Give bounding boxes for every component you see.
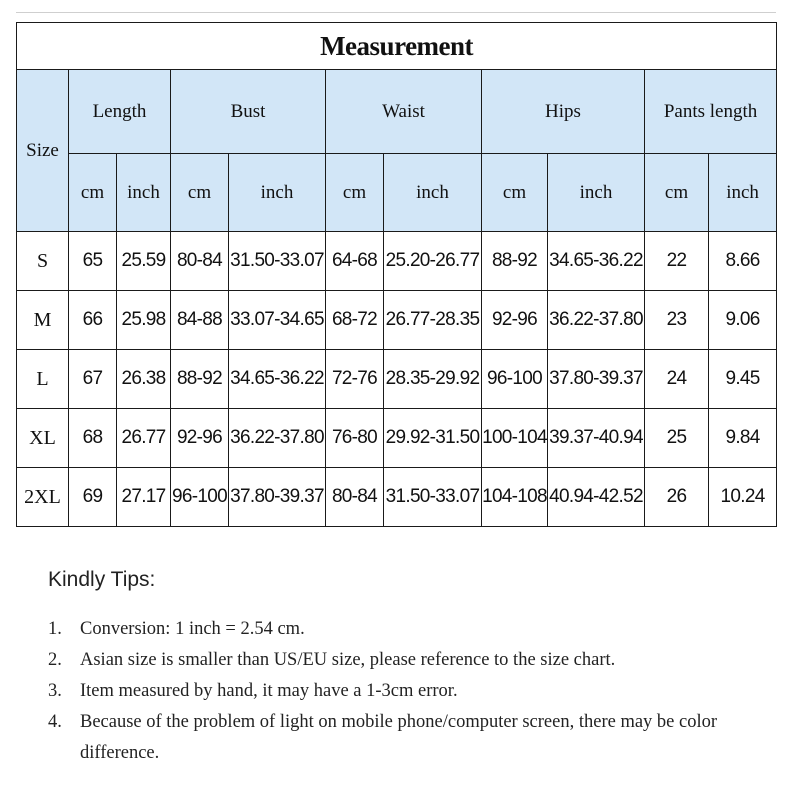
table-cell: 80-84 [171, 232, 229, 291]
table-cell: 8.66 [709, 232, 777, 291]
table-cell: 68-72 [326, 291, 384, 350]
table-cell: 29.92-31.50 [384, 409, 482, 468]
table-cell: 84-88 [171, 291, 229, 350]
size-chart-table [16, 22, 777, 527]
size-cell: S [17, 232, 69, 291]
table-cell: 88-92 [171, 350, 229, 409]
table-cell: 25.98 [117, 291, 171, 350]
unit-header-inch: inch [229, 154, 326, 232]
table-cell: 26.77-28.35 [384, 291, 482, 350]
table-cell: 26.77 [117, 409, 171, 468]
tip-number: 2. [48, 650, 62, 670]
table-cell: 36.22-37.80 [229, 409, 326, 468]
table-cell: 9.06 [709, 291, 777, 350]
table-cell: 27.17 [117, 468, 171, 527]
group-header-bust: Bust [171, 70, 326, 154]
table-cell: 34.65-36.22 [548, 232, 645, 291]
table-title: Measurement [17, 23, 777, 70]
top-divider [16, 12, 776, 13]
table-cell: 22 [645, 232, 709, 291]
tips-list [48, 614, 778, 769]
table-cell: 25.59 [117, 232, 171, 291]
tip-number: 3. [48, 681, 62, 701]
table-cell: 26.38 [117, 350, 171, 409]
table-row [17, 232, 777, 291]
tip-item [48, 707, 778, 769]
table-cell: 25.20-26.77 [384, 232, 482, 291]
table-cell: 28.35-29.92 [384, 350, 482, 409]
table-cell: 76-80 [326, 409, 384, 468]
table-cell: 31.50-33.07 [229, 232, 326, 291]
table-cell: 36.22-37.80 [548, 291, 645, 350]
table-cell: 40.94-42.52 [548, 468, 645, 527]
unit-header-inch: inch [548, 154, 645, 232]
table-cell: 100-104 [482, 409, 548, 468]
table-cell: 88-92 [482, 232, 548, 291]
table-cell: 72-76 [326, 350, 384, 409]
tip-text: Conversion: 1 inch = 2.54 cm. [80, 619, 305, 639]
table-cell: 37.80-39.37 [548, 350, 645, 409]
table-cell: 64-68 [326, 232, 384, 291]
kindly-tips [48, 568, 778, 769]
table-cell: 92-96 [482, 291, 548, 350]
unit-header-cm: cm [326, 154, 384, 232]
tip-number: 4. [48, 712, 62, 732]
table-cell: 9.45 [709, 350, 777, 409]
table-cell: 10.24 [709, 468, 777, 527]
unit-header-inch: inch [384, 154, 482, 232]
size-cell: L [17, 350, 69, 409]
unit-header-inch: inch [709, 154, 777, 232]
table-row [17, 468, 777, 527]
table-cell: 39.37-40.94 [548, 409, 645, 468]
table-cell: 31.50-33.07 [384, 468, 482, 527]
table-cell: 26 [645, 468, 709, 527]
table-cell: 66 [69, 291, 117, 350]
table-cell: 65 [69, 232, 117, 291]
tip-item [48, 676, 778, 707]
table-row [17, 409, 777, 468]
unit-header-cm: cm [482, 154, 548, 232]
table-cell: 104-108 [482, 468, 548, 527]
tip-item [48, 614, 778, 645]
table-cell: 23 [645, 291, 709, 350]
table-cell: 80-84 [326, 468, 384, 527]
table-cell: 33.07-34.65 [229, 291, 326, 350]
size-header: Size [17, 70, 69, 232]
table-cell: 37.80-39.37 [229, 468, 326, 527]
table-cell: 25 [645, 409, 709, 468]
tip-number: 1. [48, 619, 62, 639]
unit-header-cm: cm [69, 154, 117, 232]
table-cell: 68 [69, 409, 117, 468]
size-cell: XL [17, 409, 69, 468]
table-row [17, 291, 777, 350]
table-cell: 67 [69, 350, 117, 409]
table-cell: 34.65-36.22 [229, 350, 326, 409]
size-cell: 2XL [17, 468, 69, 527]
size-cell: M [17, 291, 69, 350]
group-header-length: Length [69, 70, 171, 154]
table-cell: 96-100 [482, 350, 548, 409]
unit-header-inch: inch [117, 154, 171, 232]
table-cell: 96-100 [171, 468, 229, 527]
tips-title: Kindly Tips: [48, 568, 156, 591]
group-header-hips: Hips [482, 70, 645, 154]
table-body [17, 232, 777, 527]
tip-item [48, 645, 778, 676]
table-cell: 92-96 [171, 409, 229, 468]
group-header-waist: Waist [326, 70, 482, 154]
unit-header-cm: cm [171, 154, 229, 232]
tip-text: Asian size is smaller than US/EU size, please reference to the size chart. [80, 650, 616, 670]
unit-header-cm: cm [645, 154, 709, 232]
table-cell: 9.84 [709, 409, 777, 468]
unit-header-row [17, 154, 777, 232]
tip-text: Item measured by hand, it may have a 1-3cm error. [80, 681, 458, 701]
table-row [17, 350, 777, 409]
table-cell: 24 [645, 350, 709, 409]
group-header-pants-length: Pants length [645, 70, 777, 154]
table-cell: 69 [69, 468, 117, 527]
tip-text: Because of the problem of light on mobile phone/computer screen, there may be color difference. [80, 712, 718, 763]
